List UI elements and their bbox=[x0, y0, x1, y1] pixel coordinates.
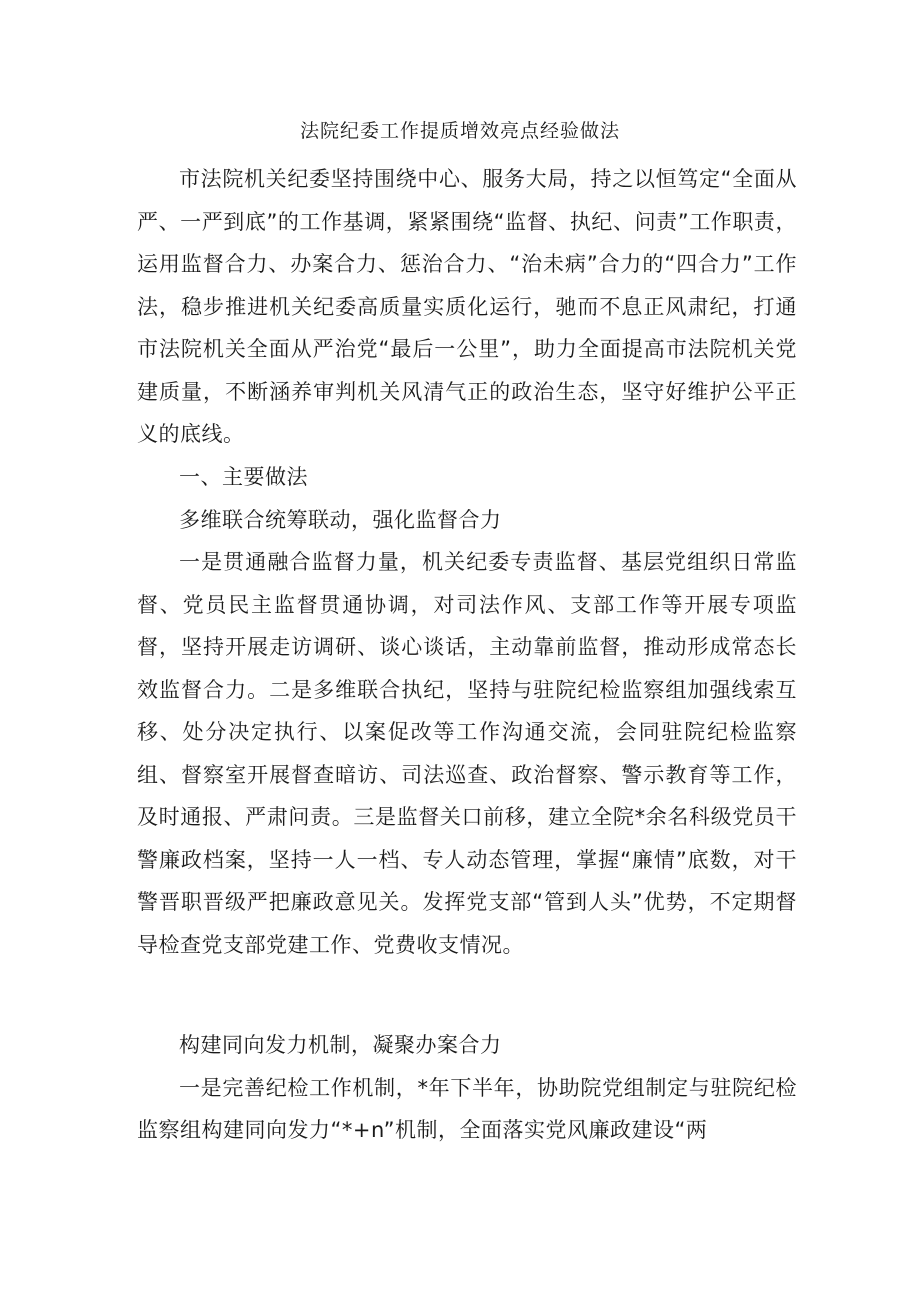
subsection-1-heading: 多维联合统筹联动，强化监督合力 bbox=[179, 507, 502, 532]
subsection-2-paragraph: 一是完善纪检工作机制，*年下半年，协助院党组制定与驻院纪检监察组构建同向发力“*+n”机制，全面落实党风廉政建设“两 bbox=[137, 1075, 797, 1142]
subsection-2-heading: 构建同向发力机制，凝聚办案合力 bbox=[179, 1033, 502, 1057]
section-1-heading: 一、主要做法 bbox=[179, 465, 308, 489]
subsection-2-block bbox=[137, 1024, 797, 1152]
intro-paragraph: 市法院机关纪委坚持围绕中心、服务大局，持之以恒笃定“全面从严、一严到底”的工作基调，紧紧围绕“监督、执纪、问责”工作职责，运用监督合力、办案合力、惩治合力、“治未病”合力的“四合力”工作法，稳步推进机关纪委高质量实质化运行，驰而不息正风肃纪，打通市法院机关全面从严治党“最后一公里”，助力全面提高市法院机关党建质量，不断涵养审判机关风清气正的政治生态，坚守好维护公平正义的底线。 bbox=[137, 167, 797, 446]
intro-block bbox=[137, 158, 797, 456]
document-title: 法院纪委工作提质增效亮点经验做法 bbox=[299, 120, 620, 142]
section-1-block bbox=[137, 456, 797, 966]
subsection-1-paragraph: 一是贯通融合监督力量，机关纪委专责监督、基层党组织日常监督、党员民主监督贯通协调，对司法作风、支部工作等开展专项监督，坚持开展走访调研、谈心谈话，主动靠前监督，推动形成常态长效监督合力。二是多维联合执纪，坚持与驻院纪检监察组加强线索互移、处分决定执行、以案促改等工作沟通交流，会同驻院纪检监察组、督察室开展督查暗访、司法巡查、政治督察、警示教育等工作，及时通报、严肃问责。三是监督关口前移，建立全院*余名科级党员干警廉政档案，坚持一人一档、专人动态管理，掌握“廉情”底数，对干警晋职晋级严把廉政意见关。发挥党支部“管到人头”优势，不定期督导检查党支部党建工作、党费收支情况。 bbox=[137, 550, 797, 957]
